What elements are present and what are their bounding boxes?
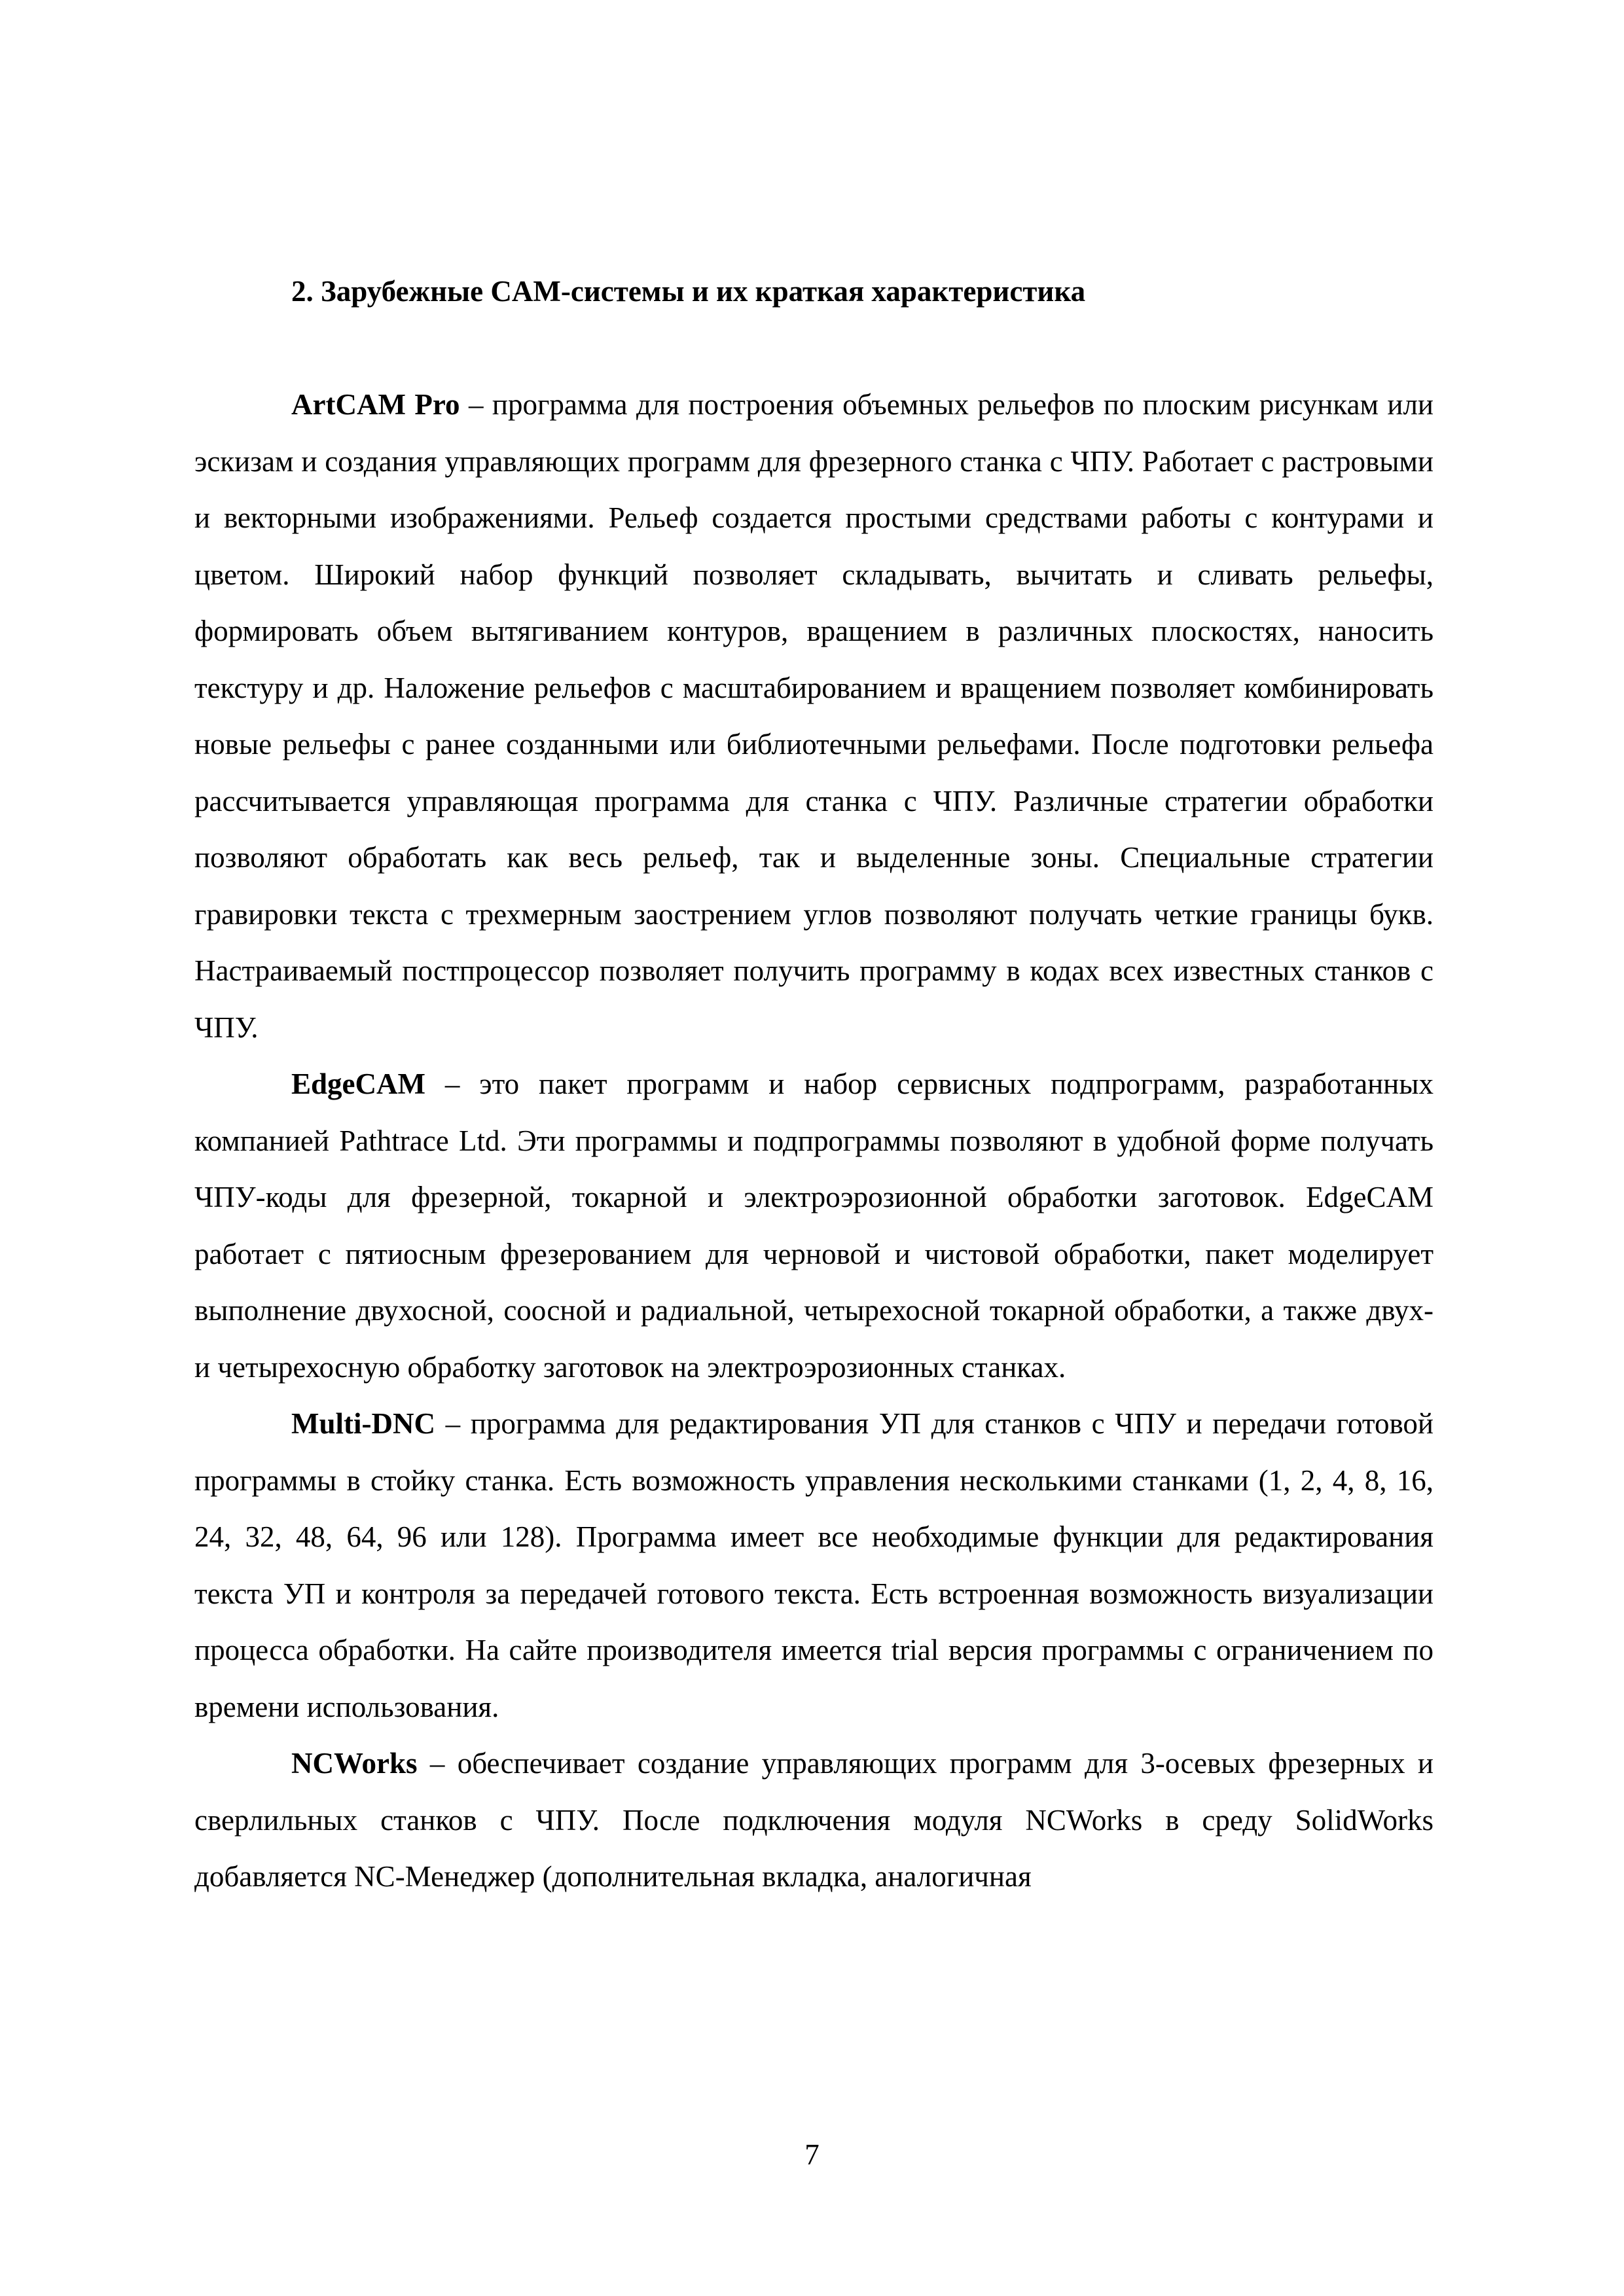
description-artcam-pro: – программа для построения объемных рельефов по плоским рисункам или эскизам и создания управляющих программ для фрезерного станка с ЧПУ. Работает с растровыми и векторными изображениями. Рельеф создается простыми средствами работы с контурами и цветом. Широкий набор функций позволяет складывать, вычитать и сливать рельефы, формировать объем вытягиванием контуров, вращением в различных плоскостях, наносить текстуру и др. Наложение рельефов с масштабированием и вращением позволяет комбинировать новые рельефы с ранее созданными или библиотечными рельефами. После подготовки рельефа рассчитывается управляющая программа для станка с ЧПУ. Различные стратегии обработки позволяют обработать как весь рельеф, так и выделенные зоны. Специальные стратегии гравировки текста с трехмерным заострением углов позволяют получать четкие границы букв. Настраиваемый постпроцессор позволяет получить программу в кодах всех известных станков с ЧПУ.	[194, 388, 1434, 1044]
paragraph-ncworks	[194, 1735, 1434, 1905]
page-number: 7	[804, 2138, 820, 2171]
description-ncworks: – обеспечивает создание управляющих программ для 3-осевых фрезерных и сверлильных станков с ЧПУ. После подключения модуля NCWorks в среду SolidWorks добавляется NC-Менеджер (дополнительная вкладка, аналогичная	[194, 1747, 1434, 1893]
term-artcam-pro: ArtCAM Pro	[291, 388, 460, 421]
body-text	[194, 376, 1434, 1905]
section-heading: 2. Зарубежные CAM-системы и их краткая характеристика	[291, 275, 1086, 308]
term-edgecam: EdgeCAM	[291, 1067, 425, 1100]
term-ncworks: NCWorks	[291, 1747, 418, 1780]
paragraph-artcam-pro	[194, 376, 1434, 1056]
paragraph-edgecam	[194, 1056, 1434, 1395]
term-multi-dnc: Multi-DNC	[291, 1407, 435, 1440]
paragraph-multi-dnc	[194, 1395, 1434, 1735]
description-edgecam: – это пакет программ и набор сервисных подпрограмм, разработанных компанией Pathtrace Ltd. Эти программы и подпрограммы позволяют в удобной форме получать ЧПУ-коды для фрезерной, токарной и электроэрозионной обработки заготовок. EdgeCAM работает с пятиосным фрезерованием для черновой и чистовой обработки, пакет моделирует выполнение двухосной, соосной и радиальной, четырехосной токарной обработки, а также двух- и четырехосную обработку заготовок на электроэрозионных станках.	[194, 1067, 1434, 1384]
description-multi-dnc: – программа для редактирования УП для станков с ЧПУ и передачи готовой программы в стойку станка. Есть возможность управления несколькими станками (1, 2, 4, 8, 16, 24, 32, 48, 64, 96 или 128). Программа имеет все необходимые функции для редактирования текста УП и контроля за передачей готового текста. Есть встроенная возможность визуализации процесса обработки. На сайте производителя имеется trial версия программы с ограничением по времени использования.	[194, 1407, 1434, 1723]
